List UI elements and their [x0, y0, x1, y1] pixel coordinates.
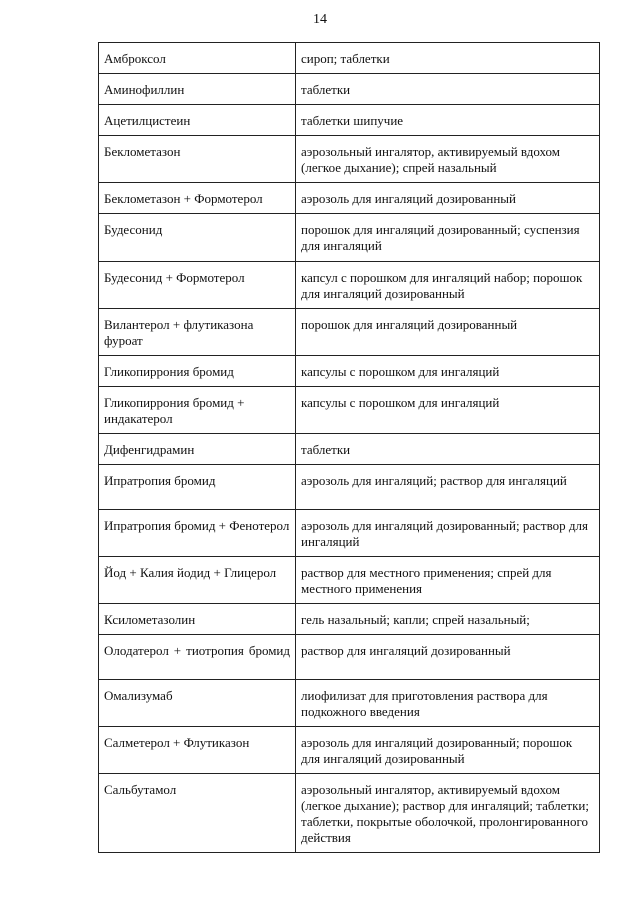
drug-forms: капсулы с порошком для ингаляций: [296, 356, 600, 387]
drug-forms: сироп; таблетки: [296, 43, 600, 74]
drug-name: Салметерол + Флутиказон: [99, 727, 296, 774]
table-row: [99, 214, 600, 262]
drug-name: Амброксол: [99, 43, 296, 74]
drug-forms: таблетки шипучие: [296, 105, 600, 136]
table-row: [99, 183, 600, 214]
table-row: [99, 774, 600, 853]
table-row: [99, 262, 600, 309]
drug-name: Беклометазон + Формотерол: [99, 183, 296, 214]
drug-name: Аминофиллин: [99, 74, 296, 105]
drug-name: Беклометазон: [99, 136, 296, 183]
drug-name: Гликопиррония бромид + индакатерол: [99, 387, 296, 434]
drug-name: Ацетилцистеин: [99, 105, 296, 136]
drug-forms: капсулы с порошком для ингаляций: [296, 387, 600, 434]
drug-forms: лиофилизат для приготовления раствора для подкожного введения: [296, 680, 600, 727]
drug-name: Олодатерол + тиотропия бромид: [99, 635, 296, 680]
table-row: [99, 43, 600, 74]
drug-forms: порошок для ингаляций дозированный: [296, 309, 600, 356]
drug-forms: порошок для ингаляций дозированный; суспензия для ингаляций: [296, 214, 600, 262]
drug-forms: раствор для ингаляций дозированный: [296, 635, 600, 680]
table-row: [99, 74, 600, 105]
page-number: 14: [313, 12, 327, 27]
drug-name: Ксилометазолин: [99, 604, 296, 635]
table-row: [99, 604, 600, 635]
table-row: [99, 387, 600, 434]
table-row: [99, 680, 600, 727]
table-row: [99, 356, 600, 387]
table-row: [99, 727, 600, 774]
drug-name: Гликопиррония бромид: [99, 356, 296, 387]
drug-table: [98, 42, 600, 853]
table-row: [99, 510, 600, 557]
table-row: [99, 136, 600, 183]
drug-forms: капсул с порошком для ингаляций набор; порошок для ингаляций дозированный: [296, 262, 600, 309]
drug-forms: раствор для местного применения; спрей для местного применения: [296, 557, 600, 604]
drug-forms: таблетки: [296, 434, 600, 465]
table-row: [99, 635, 600, 680]
drug-name: Ипратропия бромид: [99, 465, 296, 510]
drug-name: Омализумаб: [99, 680, 296, 727]
table-row: [99, 465, 600, 510]
drug-name: Дифенгидрамин: [99, 434, 296, 465]
drug-forms: аэрозоль для ингаляций; раствор для ингаляций: [296, 465, 600, 510]
drug-name: Вилантерол + флутиказона фуроат: [99, 309, 296, 356]
table-row: [99, 434, 600, 465]
drug-name: Йод + Калия йодид + Глицерол: [99, 557, 296, 604]
drug-forms: аэрозоль для ингаляций дозированный: [296, 183, 600, 214]
drug-forms: аэрозоль для ингаляций дозированный; порошок для ингаляций дозированный: [296, 727, 600, 774]
drug-forms: аэрозольный ингалятор, активируемый вдохом (легкое дыхание); раствор для ингаляций; таблетки; таблетки, покрытые оболочкой, пролонгированного действия: [296, 774, 600, 853]
drug-forms: аэрозоль для ингаляций дозированный; раствор для ингаляций: [296, 510, 600, 557]
table-row: [99, 557, 600, 604]
drug-forms: таблетки: [296, 74, 600, 105]
drug-name: Ипратропия бромид + Фенотерол: [99, 510, 296, 557]
drug-name: Будесонид + Формотерол: [99, 262, 296, 309]
table-row: [99, 309, 600, 356]
drug-name: Сальбутамол: [99, 774, 296, 853]
drug-forms: гель назальный; капли; спрей назальный;: [296, 604, 600, 635]
table-row: [99, 105, 600, 136]
drug-name: Будесонид: [99, 214, 296, 262]
drug-forms: аэрозольный ингалятор, активируемый вдохом (легкое дыхание); спрей назальный: [296, 136, 600, 183]
